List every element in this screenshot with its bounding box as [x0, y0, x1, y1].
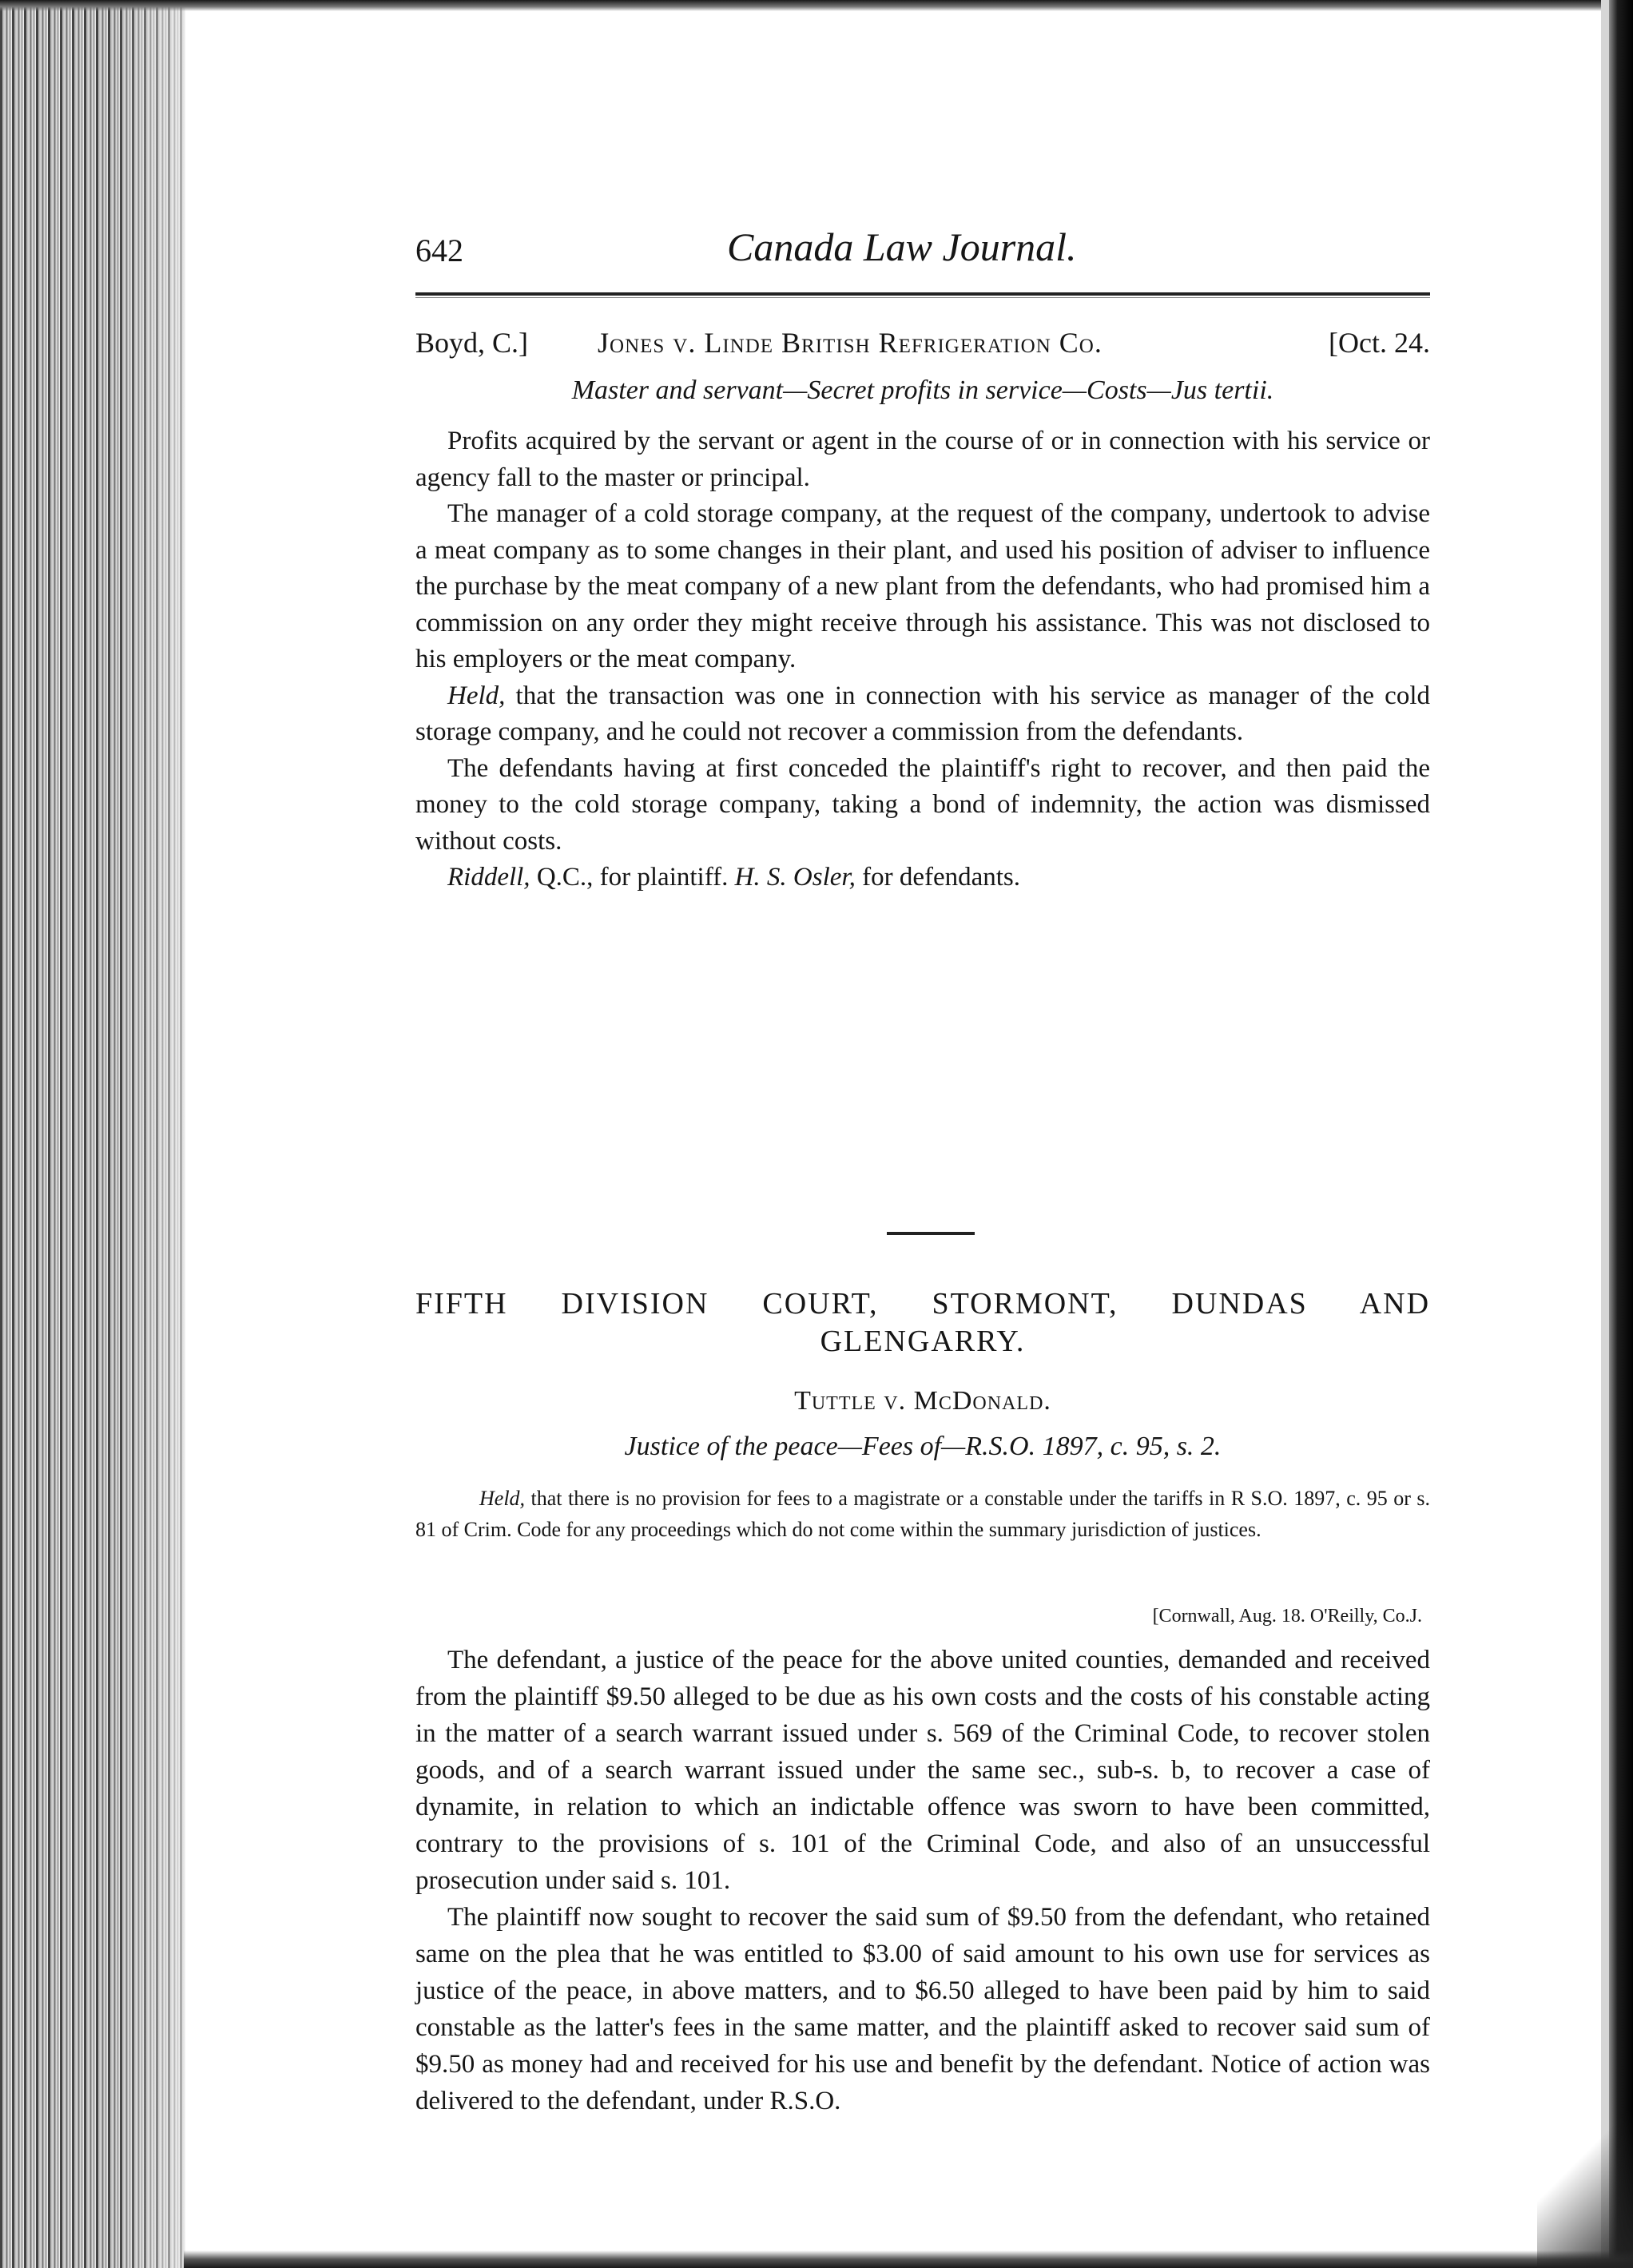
- counsel-defendant-text: for defendants.: [855, 863, 1021, 892]
- headnote-label: Held,: [479, 1487, 526, 1510]
- held-label: Held,: [447, 681, 506, 710]
- case2-catchline: Justice of the peace—Fees of—R.S.O. 1897, c. 95, s. 2.: [624, 1432, 1222, 1461]
- case2-citation: [Cornwall, Aug. 18. O'Reilly, Co.J.: [1152, 1606, 1422, 1627]
- court-title-word: FIFTH: [415, 1287, 508, 1321]
- scan-bottom-right-shadow: [1537, 2092, 1633, 2268]
- case1-body: [415, 423, 1430, 896]
- scan-bottom-edge: [184, 2250, 1633, 2268]
- held-text: that the transaction was one in connection with his service as manager of the cold storage company, and he could not recover a commission from the defendants.: [415, 681, 1430, 746]
- catchline: Master and servant—Secret profits in service—Costs—Jus tertii.: [571, 375, 1274, 405]
- case-date: [Oct. 24.: [1329, 327, 1430, 359]
- headnote-text: that there is no provision for fees to a magistrate or a constable under the tariffs in R S.O. 1897, c. 95 or s. 81 of Crim. Code for any proceedings which do not come within the summary jurisdiction of justices.: [415, 1487, 1430, 1541]
- head-rule: [415, 292, 1430, 296]
- section-divider: [887, 1232, 975, 1235]
- court-title-word: COURT,: [762, 1287, 879, 1321]
- page-number: 642: [415, 232, 463, 268]
- counsel-plaintiff-name: Riddell,: [447, 863, 530, 892]
- scan-right-edge: [1609, 0, 1633, 2268]
- scan-top-edge: [0, 0, 1633, 11]
- case-name: Jones v. Linde British Refrigeration Co.: [598, 327, 1103, 359]
- case2-body: [415, 1642, 1430, 2119]
- scan-right-edge-inner: [1601, 0, 1609, 2268]
- court-title-line1: [415, 1286, 1430, 1321]
- paragraph: Profits acquired by the servant or agent in the course of or in connection with his service or agency fall to the master or principal.: [415, 427, 1430, 492]
- held-paragraph: [415, 678, 1430, 751]
- paragraph: The plaintiff now sought to recover the said sum of $9.50 from the defendant, who retained same on the plea that he was entitled to $3.00 of said amount to his own use for services as justice of the peace, in above matters, and to $6.50 alleged to have been paid by him to said constable as the latter's fees in the same matter, and the plaintiff asked to recover said sum of $9.50 as money had and received for his use and benefit by the defendant. Notice of action was delivered to the defendant, under R.S.O.: [415, 1903, 1430, 2115]
- paragraph: The defendant, a justice of the peace for the above united counties, demanded and received from the plaintiff $9.50 alleged to be due as his own costs and the costs of his constable acting in the matter of a search warrant issued under s. 569 of the Criminal Code, to recover stolen goods, and of a search warrant issued under the same sec., sub-s. b, to recover a case of dynamite, in relation to which an indictable offence was sworn to have been committed, contrary to the provisions of s. 101 of the Criminal Code, and also of an unsuccessful prosecution under said s. 101.: [415, 1646, 1430, 1895]
- court-title-word: DUNDAS: [1171, 1287, 1308, 1321]
- case2-name: Tuttle v. McDonald.: [794, 1386, 1051, 1416]
- case2-headnote: [415, 1483, 1430, 1545]
- judge-name: Boyd, C.]: [415, 327, 529, 359]
- counsel-plaintiff-text: Q.C., for plaintiff.: [530, 863, 735, 892]
- court-title-word: AND: [1359, 1287, 1431, 1321]
- paragraph: The defendants having at first conceded the plaintiff's right to recover, and then paid the money to the cold storage company, taking a bond of indemnity, the action was dismissed without costs.: [415, 753, 1430, 856]
- running-head: [415, 224, 1430, 273]
- court-title-word: STORMONT,: [932, 1287, 1118, 1321]
- court-title-word: DIVISION: [561, 1287, 709, 1321]
- paragraph: The manager of a cold storage company, at the request of the company, undertook to advise a meat company as to some changes in their plant, and used his position of adviser to influence the purchase by the meat company of a new plant from the defendants, who had promised him a commission on any order they might receive through his assistance. This was not disclosed to his employers or the meat company.: [415, 499, 1430, 673]
- head-rule-thin: [415, 297, 1430, 298]
- counsel-defendant-name: H. S. Osler,: [734, 863, 856, 892]
- court-title-line2: GLENGARRY.: [820, 1325, 1026, 1358]
- journal-title: Canada Law Journal.: [727, 224, 1077, 269]
- counsel-line: [415, 860, 1430, 896]
- journal-page: [415, 224, 1431, 2115]
- scan-binding-fade: [120, 0, 232, 2268]
